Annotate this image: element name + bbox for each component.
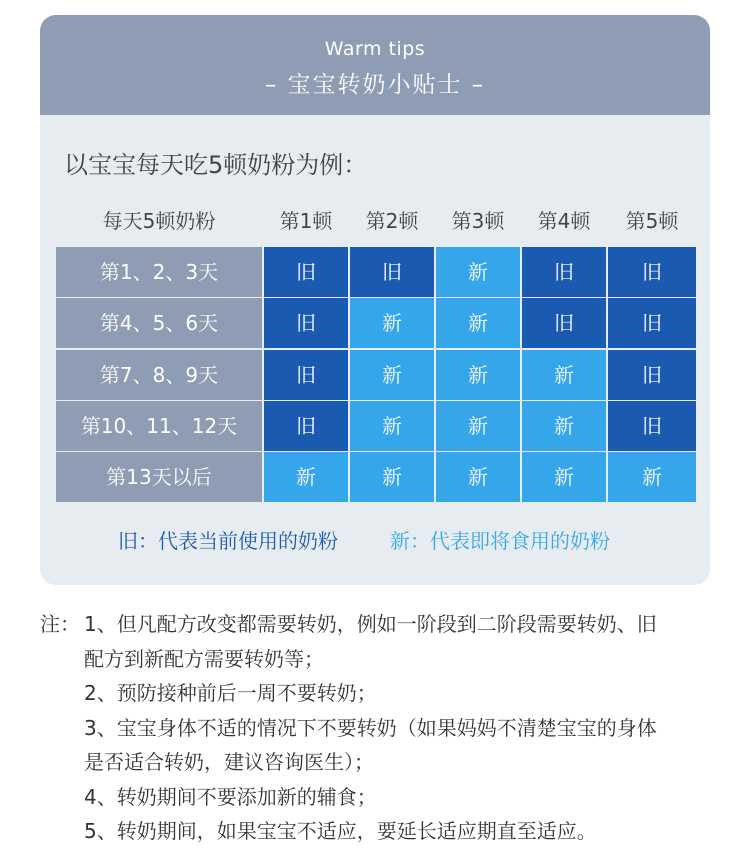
column-header: 第4顿 bbox=[537, 209, 591, 233]
cell-new: 新 bbox=[436, 298, 520, 348]
cell-new: 新 bbox=[350, 452, 434, 502]
tips-card bbox=[40, 15, 710, 585]
note-line: 3、宝宝身体不适的情况下不要转奶（如果妈妈不清楚宝宝的身体 bbox=[84, 715, 657, 740]
note-line: 是否适合转奶，建议咨询医生）； bbox=[84, 750, 374, 774]
cell-old: 旧 bbox=[522, 247, 606, 297]
notes-section bbox=[40, 607, 720, 849]
row-header: 第7、8、9天 bbox=[56, 350, 262, 400]
cell-old: 旧 bbox=[264, 350, 348, 400]
card-header bbox=[40, 15, 710, 115]
column-header: 第1顿 bbox=[279, 209, 333, 233]
column-header: 第2顿 bbox=[365, 209, 419, 233]
cell-old: 旧 bbox=[608, 401, 696, 451]
cell-new: 新 bbox=[522, 452, 606, 502]
cell-old: 旧 bbox=[522, 298, 606, 348]
note-line: 配方到新配方需要转奶等； bbox=[84, 646, 324, 671]
notes-prefix: 注： bbox=[40, 612, 80, 636]
legend-new: 新：代表即将食用的奶粉 bbox=[390, 529, 610, 553]
row-header: 第4、5、6天 bbox=[56, 298, 262, 348]
cell-new: 新 bbox=[522, 350, 606, 400]
legend-old: 旧：代表当前使用的奶粉 bbox=[118, 529, 338, 553]
table-corner-header: 每天5顿奶粉 bbox=[102, 209, 216, 233]
row-header: 第13天以后 bbox=[56, 452, 262, 502]
note-line bbox=[40, 607, 720, 642]
row-header: 第1、2、3天 bbox=[56, 247, 262, 297]
cell-new: 新 bbox=[350, 401, 434, 451]
cell-new: 新 bbox=[522, 401, 606, 451]
header-title-zh: – 宝宝转奶小贴士 – bbox=[264, 72, 486, 98]
cell-old: 旧 bbox=[264, 298, 348, 348]
row-header: 第10、11、12天 bbox=[56, 401, 262, 451]
cell-new: 新 bbox=[436, 401, 520, 451]
table-column-headers bbox=[56, 205, 696, 235]
cell-new: 新 bbox=[350, 350, 434, 400]
cell-new: 新 bbox=[436, 247, 520, 297]
cell-new: 新 bbox=[436, 452, 520, 502]
cell-new: 新 bbox=[350, 298, 434, 348]
note-line: 2、预防接种前后一周不要转奶； bbox=[84, 681, 377, 705]
cell-old: 旧 bbox=[264, 247, 348, 297]
column-header: 第3顿 bbox=[451, 209, 505, 233]
cell-new: 新 bbox=[608, 452, 696, 502]
cell-old: 旧 bbox=[350, 247, 434, 297]
header-title-en: Warm tips bbox=[324, 38, 426, 60]
intro-text: 以宝宝每天吃5顿奶粉为例： bbox=[64, 151, 368, 179]
cell-new: 新 bbox=[264, 452, 348, 502]
cell-old: 旧 bbox=[608, 247, 696, 297]
column-header: 第5顿 bbox=[625, 209, 679, 233]
cell-old: 旧 bbox=[264, 401, 348, 451]
cell-old: 旧 bbox=[608, 350, 696, 400]
note-text: 1、但凡配方改变都需要转奶，例如一阶段到二阶段需要转奶、旧 bbox=[84, 612, 657, 636]
note-line: 4、转奶期间不要添加新的辅食； bbox=[84, 784, 377, 809]
cell-old: 旧 bbox=[608, 298, 696, 348]
feeding-schedule-table bbox=[56, 247, 696, 502]
cell-new: 新 bbox=[436, 350, 520, 400]
note-line: 5、转奶期间，如果宝宝不适应，要延长适应期直至适应。 bbox=[84, 819, 597, 843]
